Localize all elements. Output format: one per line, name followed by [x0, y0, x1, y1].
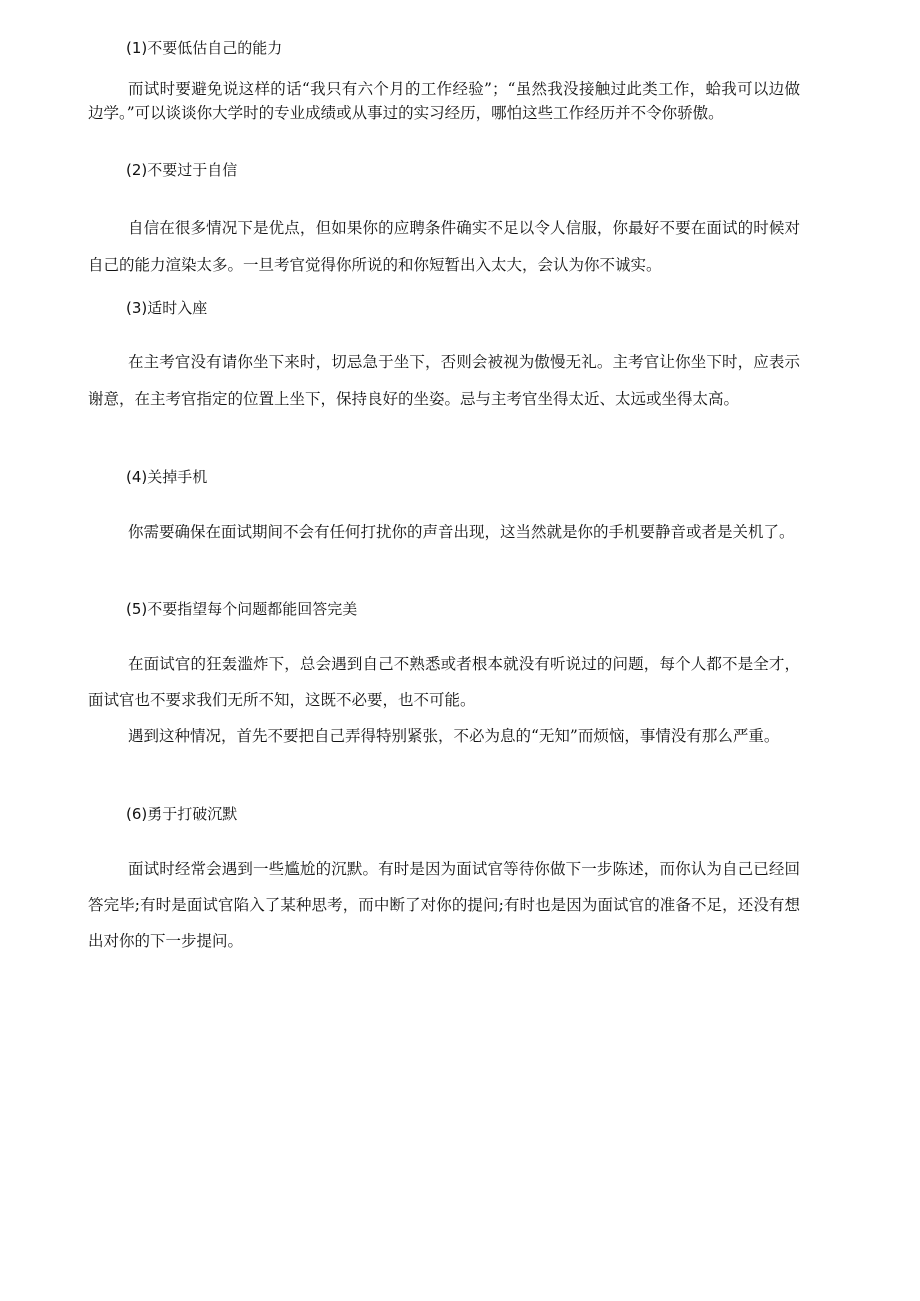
- section-3-paragraph-1: 在主考官没有请你坐下来时，切忌急于坐下，否则会被视为傲慢无礼。主考官让你坐下时，应表示谢意，在主考官指定的位置上坐下，保持良好的坐姿。忌与主考官坐得太近、太远或坐得太高。: [88, 353, 800, 408]
- section-heading-2: (2)不要过于自信: [126, 161, 238, 179]
- section-1-paragraph-1: 而试时要避免说这样的话“我只有六个月的工作经验”；“虽然我没接触过此类工作，蛤我可以边做边学。”可以谈谈你大学时的专业成绩或从事过的实习经历，哪怕这些工作经历并不令你骄傲。: [88, 80, 800, 122]
- section-heading-3: (3)适时入座: [126, 299, 208, 317]
- section-heading-5: (5)不要指望每个问题都能回答完美: [126, 600, 358, 618]
- section-heading-4: (4)关掉手机: [126, 468, 208, 486]
- section-heading-1: (1)不要低估自己的能力: [126, 39, 283, 57]
- section-heading-6: (6)勇于打破沉默: [126, 805, 238, 823]
- section-6-paragraph-1: 面试时经常会遇到一些尴尬的沉默。有时是因为面试官等待你做下一步陈述，而你认为自己已经回答完毕;有时是面试官陷入了某种思考，而中断了对你的提问;有时也是因为面试官的准备不足，还没有想出对你的下一步提问。: [88, 860, 800, 950]
- section-5-paragraph-1: 在面试官的狂轰滥炸下，总会遇到自己不熟悉或者根本就没有听说过的问题，每个人都不是全才，面试官也不要求我们无所不知，这既不必要，也不可能。: [88, 655, 800, 709]
- section-5-paragraph-2: 遇到这种情况，首先不要把自己弄得特别紧张，不必为息的“无知”而烦恼，事情没有那么严重。: [128, 727, 780, 745]
- section-2-paragraph-1: 自信在很多情况下是优点，但如果你的应聘条件确实不足以令人信服，你最好不要在面试的时候对自己的能力渲染太多。一旦考官觉得你所说的和你短暂出入太大，会认为你不诚实。: [88, 219, 800, 274]
- section-4-paragraph-1: 你需要确保在面试期间不会有任何打扰你的声音出现，这当然就是你的手机要静音或者是关机了。: [128, 523, 795, 541]
